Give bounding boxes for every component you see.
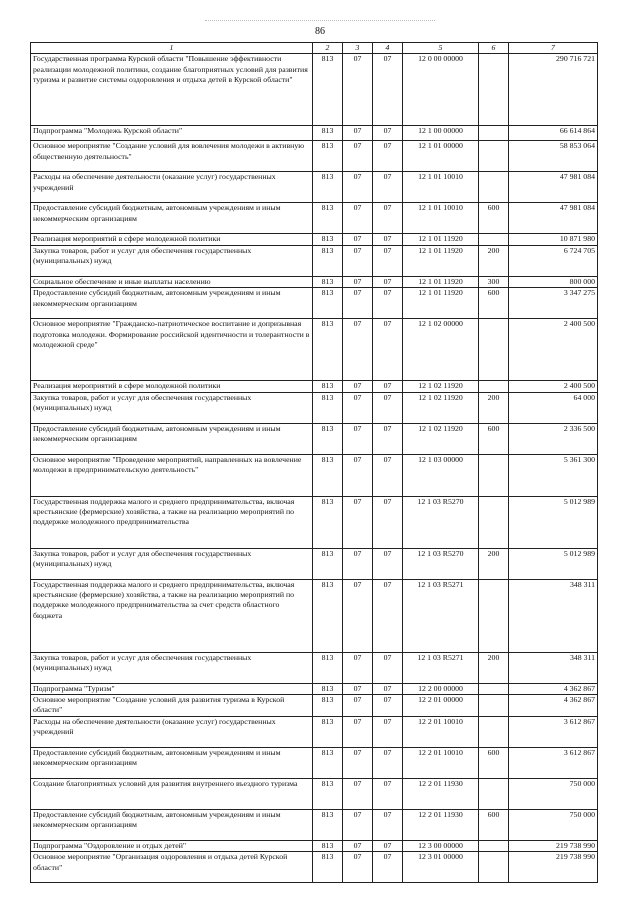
cell-sum: 2 400 500 — [509, 319, 598, 381]
cell-csr: 12 1 00 00000 — [403, 126, 479, 141]
cell-sum: 290 716 721 — [509, 54, 598, 126]
table-row — [31, 852, 598, 883]
cell-name: Основное мероприятие "Гражданско-патриотическое воспитание и допризывная подготовка молодежи. Формирование российской идентичности и толерантности в молодежной среде" — [31, 319, 313, 381]
table-row — [31, 288, 598, 319]
cell-name: Подпрограмма "Туризм" — [31, 683, 313, 694]
cell-vr — [479, 381, 509, 392]
table-row — [31, 778, 598, 809]
cell-rz: 07 — [343, 392, 373, 423]
cell-sum: 2 400 500 — [509, 381, 598, 392]
cell-gr: 813 — [313, 203, 343, 234]
cell-csr: 12 0 00 00000 — [403, 54, 479, 126]
cell-gr: 813 — [313, 141, 343, 172]
cell-name: Реализация мероприятий в сфере молодежной политики — [31, 381, 313, 392]
cell-gr: 813 — [313, 548, 343, 579]
table-row — [31, 579, 598, 652]
cell-vr — [479, 319, 509, 381]
cell-sum: 219 738 990 — [509, 840, 598, 851]
cell-name: Основное мероприятие "Проведение мероприятий, направленных на вовлечение молодежи в предпринимательскую деятельность" — [31, 454, 313, 496]
cell-gr: 813 — [313, 245, 343, 276]
cell-vr — [479, 454, 509, 496]
cell-csr: 12 1 02 11920 — [403, 392, 479, 423]
table-row — [31, 716, 598, 747]
table-row — [31, 203, 598, 234]
cell-rz: 07 — [343, 141, 373, 172]
cell-sum: 64 000 — [509, 392, 598, 423]
budget-table — [30, 42, 598, 883]
cell-rz: 07 — [343, 288, 373, 319]
table-row — [31, 809, 598, 840]
cell-rz: 07 — [343, 54, 373, 126]
cell-gr: 813 — [313, 423, 343, 454]
cell-sum: 6 724 705 — [509, 245, 598, 276]
table-row — [31, 652, 598, 683]
cell-rz: 07 — [343, 126, 373, 141]
cell-name: Предоставление субсидий бюджетным, автономным учреждениям и иным некоммерческим организациям — [31, 809, 313, 840]
cell-pr: 07 — [373, 454, 403, 496]
cell-pr: 07 — [373, 126, 403, 141]
cell-gr: 813 — [313, 652, 343, 683]
cell-sum: 5 012 989 — [509, 496, 598, 548]
cell-csr: 12 2 00 00000 — [403, 683, 479, 694]
cell-pr: 07 — [373, 716, 403, 747]
cell-gr: 813 — [313, 579, 343, 652]
cell-rz: 07 — [343, 579, 373, 652]
cell-pr: 07 — [373, 392, 403, 423]
cell-gr: 813 — [313, 840, 343, 851]
col-header-7: 7 — [509, 43, 598, 54]
cell-sum: 3 612 867 — [509, 747, 598, 778]
cell-pr: 07 — [373, 319, 403, 381]
cell-gr: 813 — [313, 392, 343, 423]
cell-gr: 813 — [313, 454, 343, 496]
table-row — [31, 276, 598, 287]
cell-csr: 12 1 01 11920 — [403, 245, 479, 276]
table-row — [31, 747, 598, 778]
cell-rz: 07 — [343, 652, 373, 683]
cell-pr: 07 — [373, 381, 403, 392]
cell-sum: 800 000 — [509, 276, 598, 287]
cell-name: Закупка товаров, работ и услуг для обеспечения государственных (муниципальных) нужд — [31, 245, 313, 276]
cell-vr — [479, 126, 509, 141]
cell-name: Основное мероприятие "Создание условий для вовлечения молодежи в активную общественную деятельность" — [31, 141, 313, 172]
cell-csr: 12 1 01 10010 — [403, 203, 479, 234]
cell-rz: 07 — [343, 454, 373, 496]
table-row — [31, 392, 598, 423]
cell-name: Предоставление субсидий бюджетным, автономным учреждениям и иным некоммерческим организациям — [31, 423, 313, 454]
cell-pr: 07 — [373, 172, 403, 203]
top-rule — [205, 20, 435, 21]
cell-vr: 200 — [479, 548, 509, 579]
cell-vr: 600 — [479, 809, 509, 840]
cell-gr: 813 — [313, 319, 343, 381]
cell-csr: 12 2 01 10010 — [403, 716, 479, 747]
cell-name: Основное мероприятие "Организация оздоровления и отдыха детей Курской области" — [31, 852, 313, 883]
cell-vr — [479, 852, 509, 883]
col-header-3: 3 — [343, 43, 373, 54]
cell-pr: 07 — [373, 234, 403, 245]
cell-vr — [479, 234, 509, 245]
cell-csr: 12 1 02 11920 — [403, 423, 479, 454]
cell-rz: 07 — [343, 778, 373, 809]
cell-sum: 5 012 989 — [509, 548, 598, 579]
cell-sum: 219 738 990 — [509, 852, 598, 883]
cell-vr: 600 — [479, 203, 509, 234]
cell-pr: 07 — [373, 695, 403, 717]
cell-name: Государственная поддержка малого и среднего предпринимательства, включая крестьянские (фермерские) хозяйства, а также на реализацию мероприятий по поддержке молодежного предпринимательства за счет средств областного бюджета — [31, 579, 313, 652]
header-row — [31, 43, 598, 54]
cell-csr: 12 2 01 11930 — [403, 809, 479, 840]
cell-sum: 3 347 275 — [509, 288, 598, 319]
cell-rz: 07 — [343, 319, 373, 381]
cell-csr: 12 1 01 11920 — [403, 288, 479, 319]
cell-csr: 12 1 01 11920 — [403, 276, 479, 287]
table-row — [31, 54, 598, 126]
col-header-4: 4 — [373, 43, 403, 54]
cell-name: Предоставление субсидий бюджетным, автономным учреждениям и иным некоммерческим организациям — [31, 203, 313, 234]
cell-gr: 813 — [313, 288, 343, 319]
cell-vr — [479, 172, 509, 203]
table-row — [31, 319, 598, 381]
cell-pr: 07 — [373, 778, 403, 809]
table-row — [31, 141, 598, 172]
cell-sum: 348 311 — [509, 579, 598, 652]
table-row — [31, 454, 598, 496]
cell-sum: 3 612 867 — [509, 716, 598, 747]
cell-gr: 813 — [313, 172, 343, 203]
cell-pr: 07 — [373, 809, 403, 840]
cell-name: Реализация мероприятий в сфере молодежной политики — [31, 234, 313, 245]
cell-pr: 07 — [373, 548, 403, 579]
cell-gr: 813 — [313, 683, 343, 694]
cell-sum: 5 361 300 — [509, 454, 598, 496]
cell-csr: 12 1 03 R5271 — [403, 579, 479, 652]
cell-gr: 813 — [313, 381, 343, 392]
cell-name: Закупка товаров, работ и услуг для обеспечения государственных (муниципальных) нужд — [31, 392, 313, 423]
cell-rz: 07 — [343, 276, 373, 287]
col-header-2: 2 — [313, 43, 343, 54]
cell-gr: 813 — [313, 276, 343, 287]
cell-sum: 47 981 084 — [509, 172, 598, 203]
cell-name: Предоставление субсидий бюджетным, автономным учреждениям и иным некоммерческим организациям — [31, 747, 313, 778]
cell-vr — [479, 778, 509, 809]
cell-name: Закупка товаров, работ и услуг для обеспечения государственных (муниципальных) нужд — [31, 548, 313, 579]
cell-gr: 813 — [313, 695, 343, 717]
cell-pr: 07 — [373, 203, 403, 234]
cell-rz: 07 — [343, 203, 373, 234]
table-row — [31, 172, 598, 203]
cell-name: Подпрограмма "Оздоровление и отдых детей" — [31, 840, 313, 851]
col-header-6: 6 — [479, 43, 509, 54]
cell-vr — [479, 695, 509, 717]
cell-sum: 66 614 864 — [509, 126, 598, 141]
cell-gr: 813 — [313, 747, 343, 778]
cell-rz: 07 — [343, 695, 373, 717]
cell-rz: 07 — [343, 234, 373, 245]
cell-vr: 600 — [479, 288, 509, 319]
cell-vr — [479, 141, 509, 172]
cell-name: Создание благоприятных условий для развития внутреннего въездного туризма — [31, 778, 313, 809]
cell-sum: 750 000 — [509, 778, 598, 809]
cell-vr: 200 — [479, 652, 509, 683]
cell-csr: 12 1 03 00000 — [403, 454, 479, 496]
cell-pr: 07 — [373, 141, 403, 172]
cell-pr: 07 — [373, 840, 403, 851]
cell-rz: 07 — [343, 423, 373, 454]
cell-rz: 07 — [343, 747, 373, 778]
cell-pr: 07 — [373, 54, 403, 126]
cell-csr: 12 1 03 R5270 — [403, 496, 479, 548]
cell-csr: 12 1 01 10010 — [403, 172, 479, 203]
cell-pr: 07 — [373, 579, 403, 652]
cell-pr: 07 — [373, 496, 403, 548]
cell-sum: 750 000 — [509, 809, 598, 840]
table-row — [31, 245, 598, 276]
cell-sum: 348 311 — [509, 652, 598, 683]
cell-vr — [479, 54, 509, 126]
cell-pr: 07 — [373, 245, 403, 276]
cell-gr: 813 — [313, 54, 343, 126]
cell-sum: 47 981 084 — [509, 203, 598, 234]
cell-gr: 813 — [313, 126, 343, 141]
col-header-1: 1 — [31, 43, 313, 54]
page-number: 86 — [315, 26, 325, 37]
cell-rz: 07 — [343, 496, 373, 548]
cell-csr: 12 2 01 11930 — [403, 778, 479, 809]
cell-csr: 12 2 01 00000 — [403, 695, 479, 717]
table-row — [31, 695, 598, 717]
cell-name: Расходы на обеспечение деятельности (оказание услуг) государственных учреждений — [31, 716, 313, 747]
cell-pr: 07 — [373, 852, 403, 883]
cell-gr: 813 — [313, 809, 343, 840]
cell-rz: 07 — [343, 683, 373, 694]
cell-csr: 12 3 01 00000 — [403, 852, 479, 883]
cell-sum: 4 362 867 — [509, 695, 598, 717]
cell-vr — [479, 840, 509, 851]
cell-gr: 813 — [313, 852, 343, 883]
table-row — [31, 423, 598, 454]
cell-rz: 07 — [343, 245, 373, 276]
cell-pr: 07 — [373, 288, 403, 319]
cell-pr: 07 — [373, 423, 403, 454]
cell-csr: 12 1 01 11920 — [403, 234, 479, 245]
table-row — [31, 840, 598, 851]
cell-csr: 12 3 00 00000 — [403, 840, 479, 851]
cell-rz: 07 — [343, 852, 373, 883]
cell-csr: 12 1 03 R5270 — [403, 548, 479, 579]
table-row — [31, 381, 598, 392]
cell-rz: 07 — [343, 172, 373, 203]
cell-sum: 58 853 064 — [509, 141, 598, 172]
cell-name: Расходы на обеспечение деятельности (оказание услуг) государственных учреждений — [31, 172, 313, 203]
cell-pr: 07 — [373, 652, 403, 683]
cell-gr: 813 — [313, 496, 343, 548]
cell-vr: 600 — [479, 747, 509, 778]
cell-vr — [479, 683, 509, 694]
cell-rz: 07 — [343, 809, 373, 840]
cell-rz: 07 — [343, 381, 373, 392]
cell-sum: 10 871 980 — [509, 234, 598, 245]
cell-vr: 200 — [479, 392, 509, 423]
cell-csr: 12 1 02 11920 — [403, 381, 479, 392]
cell-name: Государственная поддержка малого и среднего предпринимательства, включая крестьянские (фермерские) хозяйства, а также на реализацию мероприятий по поддержке молодежного предпринимательства — [31, 496, 313, 548]
cell-csr: 12 2 01 10010 — [403, 747, 479, 778]
cell-vr: 200 — [479, 245, 509, 276]
table-row — [31, 683, 598, 694]
cell-rz: 07 — [343, 548, 373, 579]
cell-rz: 07 — [343, 840, 373, 851]
cell-name: Основное мероприятие "Создание условий для развития туризма в Курской области" — [31, 695, 313, 717]
cell-vr — [479, 579, 509, 652]
cell-csr: 12 1 03 R5271 — [403, 652, 479, 683]
cell-gr: 813 — [313, 778, 343, 809]
cell-pr: 07 — [373, 683, 403, 694]
cell-sum: 4 362 867 — [509, 683, 598, 694]
cell-pr: 07 — [373, 747, 403, 778]
cell-rz: 07 — [343, 716, 373, 747]
cell-csr: 12 1 01 00000 — [403, 141, 479, 172]
cell-gr: 813 — [313, 716, 343, 747]
cell-name: Государственная программа Курской области "Повышение эффективности реализации молодежной политики, создание благоприятных условий для развития туризма и развитие системы оздоровления и отдыха детей в Курской области" — [31, 54, 313, 126]
table-row — [31, 548, 598, 579]
col-header-5: 5 — [403, 43, 479, 54]
cell-vr — [479, 716, 509, 747]
table-row — [31, 496, 598, 548]
cell-csr: 12 1 02 00000 — [403, 319, 479, 381]
cell-name: Закупка товаров, работ и услуг для обеспечения государственных (муниципальных) нужд — [31, 652, 313, 683]
cell-name: Предоставление субсидий бюджетным, автономным учреждениям и иным некоммерческим организациям — [31, 288, 313, 319]
table-row — [31, 126, 598, 141]
cell-vr — [479, 496, 509, 548]
cell-pr: 07 — [373, 276, 403, 287]
cell-name: Социальное обеспечение и иные выплаты населению — [31, 276, 313, 287]
cell-sum: 2 336 500 — [509, 423, 598, 454]
cell-name: Подпрограмма "Молодежь Курской области" — [31, 126, 313, 141]
table-row — [31, 234, 598, 245]
cell-vr: 300 — [479, 276, 509, 287]
cell-gr: 813 — [313, 234, 343, 245]
cell-vr: 600 — [479, 423, 509, 454]
